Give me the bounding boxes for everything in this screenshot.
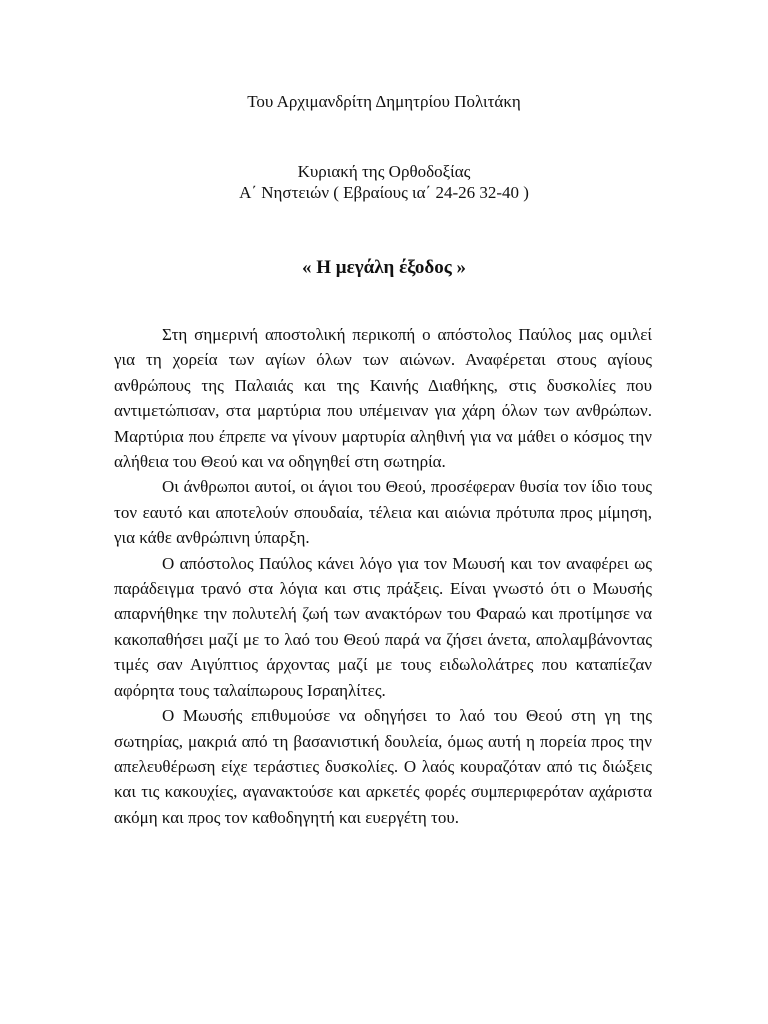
body-text [114, 322, 652, 830]
paragraph-2: Οι άνθρωποι αυτοί, οι άγιοι του Θεού, προσέφεραν θυσία τον ίδιο τους τον εαυτό και αποτελούν σπουδαία, τέλεια και αιώνια πρότυπα προς μίμηση, για κάθε ανθρώπινη ύπαρξη. [114, 477, 652, 548]
paragraph-1: Στη σημερινή αποστολική περικοπή ο απόστολος Παύλος μας ομιλεί για τη χορεία των αγίων όλων των αιώνων. Αναφέρεται στους αγίους ανθρώπους της Παλαιάς και της Καινής Διαθήκης, στις δυσκολίες που αντιμετώπισαν, στα μαρτύρια που υπέμειναν για χάρη όλων των ανθρώπων. Μαρτύρια που έπρεπε να γίνουν μαρτυρία αληθινή για να μάθει ο κόσμος την αλήθεια του Θεού και να οδηγηθεί στη σωτηρία. [114, 325, 652, 472]
author-line: Του Αρχιμανδρίτη Δημητρίου Πολιτάκη [247, 92, 521, 111]
paragraph-3: Ο απόστολος Παύλος κάνει λόγο για τον Μωυσή και τον αναφέρει ως παράδειγμα τρανό στα λόγια και στις πράξεις. Είναι γνωστό ότι ο Μωυσής απαρνήθηκε την πολυτελή ζωή των ανακτόρων του Φαραώ και προτίμησε να κακοπαθήσει μαζί με το λαό του Θεού παρά να ζήσει άνετα, απολαμβάνοντας τιμές σαν Αιγύπτιος άρχοντας μαζί με τους ειδωλολάτρες που καταπίεζαν αφόρητα τους ταλαίπωρους Ισραηλίτες. [114, 553, 652, 700]
paragraph-4: Ο Μωυσής επιθυμούσε να οδηγήσει το λαό του Θεού στη γη της σωτηρίας, μακριά από τη βασανιστική δουλεία, όμως αυτή η πορεία προς την απελευθέρωση είχε τεράστιες δυσκολίες. Ο λαός κουραζόταν από τις διώξεις και τις κακουχίες, αγανακτούσε και αρκετές φορές συμπεριφερόταν αχάριστα ακόμη και προς τον καθοδηγητή και ευεργέτη του. [114, 706, 652, 827]
occasion-line: Κυριακή της Ορθοδοξίας [297, 162, 471, 181]
reading-reference: Α΄ Νηστειών ( Εβραίους ια΄ 24-26 32-40 ) [239, 183, 529, 202]
document-title: « Η μεγάλη έξοδος » [302, 257, 466, 278]
